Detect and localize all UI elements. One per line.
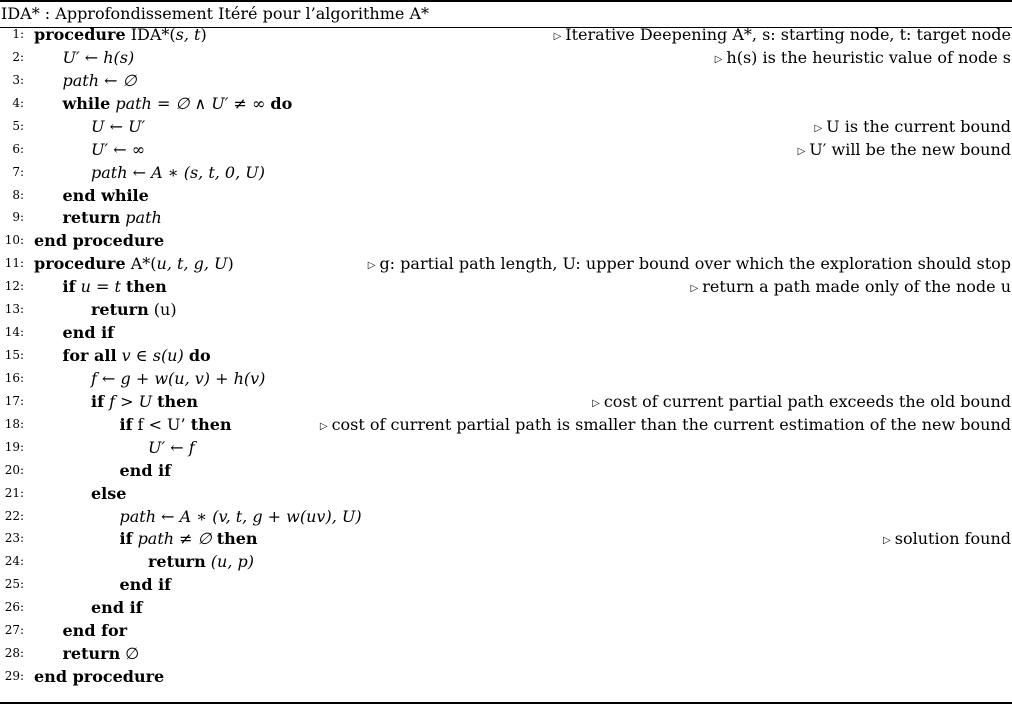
math-expression: U′ ← f: [148, 437, 195, 457]
line-code: [63, 619, 128, 642]
algorithm-line: [0, 573, 1012, 596]
math-expression: f ← g + w(u, v) + h(v): [91, 368, 266, 388]
keyword: return: [148, 552, 206, 572]
line-number: 5:: [12, 118, 24, 133]
line-number: 6:: [12, 141, 24, 156]
line-number: 24:: [4, 554, 24, 569]
algorithm-line: [0, 665, 1012, 688]
algorithm-line: [0, 275, 1012, 298]
comment-text: solution found: [894, 529, 1011, 549]
line-code: [120, 505, 362, 528]
line-number: 10:: [4, 233, 24, 248]
math-expression: U′ ← h(s): [62, 47, 135, 67]
line-code: [91, 596, 143, 619]
algorithm-line: [0, 436, 1012, 459]
algorithm-caption: IDA* : Approfondissement Itéré pour l’algorithme A*: [1, 4, 430, 23]
line-code: [91, 138, 145, 161]
code-text: ): [227, 254, 234, 274]
algorithm-line: [0, 619, 1012, 642]
math-expression: path ← ∅: [62, 70, 137, 90]
line-code: [91, 298, 177, 321]
math-expression: path = ∅ ∧ U′ ≠ ∞: [115, 93, 266, 113]
keyword: do: [270, 93, 293, 113]
line-code: [63, 46, 135, 69]
keyword: else: [91, 483, 127, 503]
line-comment: [554, 23, 1011, 48]
math-expression: (u, p): [210, 552, 254, 572]
math-expression: s, t: [175, 25, 201, 44]
line-number: 27:: [4, 623, 24, 638]
algorithm-line: [0, 390, 1012, 413]
line-code: [120, 573, 172, 596]
line-number: 26:: [4, 600, 24, 615]
line-code: [34, 23, 207, 46]
algorithm-line: [0, 321, 1012, 344]
line-number: 7:: [12, 164, 24, 179]
line-number: 12:: [4, 279, 24, 294]
keyword: for all: [62, 346, 117, 366]
line-code: [91, 390, 198, 413]
line-number: 29:: [4, 669, 24, 684]
keyword: do: [188, 346, 211, 366]
line-number: 14:: [4, 325, 24, 340]
comment-text: U is the current bound: [826, 116, 1011, 136]
code-text: ∅: [120, 644, 140, 664]
line-number: 19:: [4, 439, 24, 454]
line-comment: [368, 252, 1011, 277]
comment-triangle-icon: ▷: [367, 260, 376, 272]
math-expression: U′ ← ∞: [91, 139, 146, 159]
line-number: 9:: [12, 210, 24, 225]
algorithm-line: [0, 550, 1012, 573]
keyword: end procedure: [34, 667, 165, 687]
keyword: then: [157, 391, 198, 411]
code-text: ): [200, 25, 207, 44]
algorithm-line: [0, 206, 1012, 229]
line-number: 25:: [4, 577, 24, 592]
keyword: return: [62, 644, 121, 664]
algorithm-line: [0, 642, 1012, 665]
line-code: [91, 161, 265, 184]
line-number: 17:: [4, 393, 24, 408]
keyword: end if: [119, 460, 172, 480]
line-number: 20:: [4, 462, 24, 477]
line-code: [120, 413, 232, 436]
line-code: [63, 184, 149, 207]
math-expression: v ∈ s(u): [121, 346, 184, 366]
comment-triangle-icon: ▷: [883, 535, 891, 547]
keyword: if: [119, 529, 133, 549]
line-code: [91, 367, 265, 390]
keyword: then: [125, 277, 167, 297]
keyword: end if: [91, 598, 143, 618]
line-number: 21:: [4, 485, 24, 500]
keyword: if: [62, 277, 76, 297]
keyword: end if: [119, 575, 172, 595]
comment-text: h(s) is the heuristic value of node s: [726, 47, 1011, 67]
line-code: [63, 344, 211, 367]
algorithm-line: [0, 367, 1012, 390]
line-code: [63, 92, 293, 115]
keyword: while: [62, 93, 111, 113]
algorithm-line: [0, 298, 1012, 321]
keyword: end while: [62, 185, 149, 205]
math-expression: u = t: [80, 277, 121, 297]
math-expression: u, t, g, U: [156, 254, 228, 274]
line-comment: [883, 527, 1011, 552]
algorithm-line: [0, 459, 1012, 482]
keyword: end procedure: [34, 231, 165, 251]
line-number: 1:: [12, 27, 24, 41]
math-expression: path ← A ∗ (s, t, 0, U): [91, 162, 265, 182]
line-code: [63, 642, 140, 665]
comment-triangle-icon: ▷: [797, 145, 806, 157]
line-number: 11:: [4, 256, 24, 271]
line-code: [34, 665, 164, 688]
math-expression: path: [125, 208, 162, 228]
line-code: [63, 206, 162, 229]
algorithm-line: [0, 344, 1012, 367]
comment-text: cost of current partial path exceeds the old bound: [603, 391, 1011, 411]
algorithm-line: [0, 482, 1012, 505]
line-code: [91, 482, 126, 505]
algorithm-line: [0, 252, 1012, 275]
line-number: 8:: [12, 187, 24, 202]
line-code: [63, 321, 115, 344]
algorithm-line: [0, 115, 1012, 138]
code-text: A*(: [125, 254, 157, 274]
algorithm-line: [0, 69, 1012, 92]
line-code: [91, 115, 145, 138]
algorithm-line: [0, 413, 1012, 436]
line-code: [148, 550, 254, 573]
line-number: 18:: [4, 416, 24, 431]
comment-triangle-icon: ▷: [814, 122, 823, 134]
top-rule: [0, 0, 1012, 2]
comment-text: return a path made only of the node u: [702, 277, 1011, 297]
comment-text: cost of current partial path is smaller than the current estimation of the new bound: [331, 414, 1011, 434]
keyword: if: [119, 414, 133, 434]
line-code: [120, 459, 172, 482]
algorithm-line: [0, 46, 1012, 69]
line-code: [148, 436, 195, 459]
line-number: 16:: [4, 370, 24, 385]
line-comment: [814, 115, 1011, 140]
line-number: 13:: [4, 302, 24, 317]
keyword: return: [62, 208, 121, 228]
line-comment: [592, 390, 1011, 415]
line-number: 15:: [4, 348, 24, 363]
keyword: then: [216, 529, 258, 549]
keyword: procedure: [34, 25, 126, 44]
algorithm-line: [0, 138, 1012, 161]
line-code: [34, 229, 164, 252]
line-code: [120, 527, 258, 550]
algorithm-line: [0, 596, 1012, 619]
comment-text: U′ will be the new bound: [809, 139, 1011, 159]
line-number: 22:: [4, 508, 24, 523]
keyword: return: [91, 300, 149, 320]
algorithm-line: [0, 161, 1012, 184]
keyword: end if: [62, 323, 115, 343]
algorithm-line: [0, 527, 1012, 550]
code-text: f < U’: [132, 414, 191, 434]
line-comment: [715, 46, 1011, 71]
comment-triangle-icon: ▷: [319, 420, 328, 432]
line-code: [63, 275, 167, 298]
math-expression: path ≠ ∅: [137, 529, 212, 549]
line-number: 28:: [4, 646, 24, 661]
line-code: [63, 69, 137, 92]
line-code: [34, 252, 234, 275]
math-expression: path ← A ∗ (v, t, g + w(uv), U): [119, 506, 362, 526]
code-text: IDA*(: [125, 25, 176, 44]
code-text: (u): [148, 300, 177, 320]
comment-triangle-icon: ▷: [553, 31, 562, 42]
algorithm-line: [0, 23, 1012, 46]
comment-triangle-icon: ▷: [690, 283, 699, 295]
line-comment: [798, 138, 1011, 163]
keyword: if: [91, 391, 104, 411]
line-comment: [691, 275, 1011, 300]
line-number: 3:: [12, 72, 24, 87]
comment-triangle-icon: ▷: [592, 397, 600, 409]
line-comment: [320, 413, 1011, 438]
line-number: 2:: [12, 49, 24, 64]
keyword: procedure: [34, 254, 126, 274]
keyword: then: [190, 414, 232, 434]
comment-triangle-icon: ▷: [714, 53, 723, 65]
line-number: 23:: [4, 531, 24, 546]
comment-text: Iterative Deepening A*, s: starting node, t: target node: [565, 25, 1011, 44]
keyword: end for: [62, 621, 128, 641]
math-expression: f > U: [109, 391, 153, 411]
math-expression: U ← U′: [91, 116, 146, 136]
algorithm-line: [0, 184, 1012, 207]
algorithm-line: [0, 92, 1012, 115]
line-number: 4:: [12, 95, 24, 110]
algorithm-line: [0, 229, 1012, 252]
comment-text: g: partial path length, U: upper bound over which the exploration should stop: [379, 254, 1011, 274]
algorithm-line: [0, 505, 1012, 528]
